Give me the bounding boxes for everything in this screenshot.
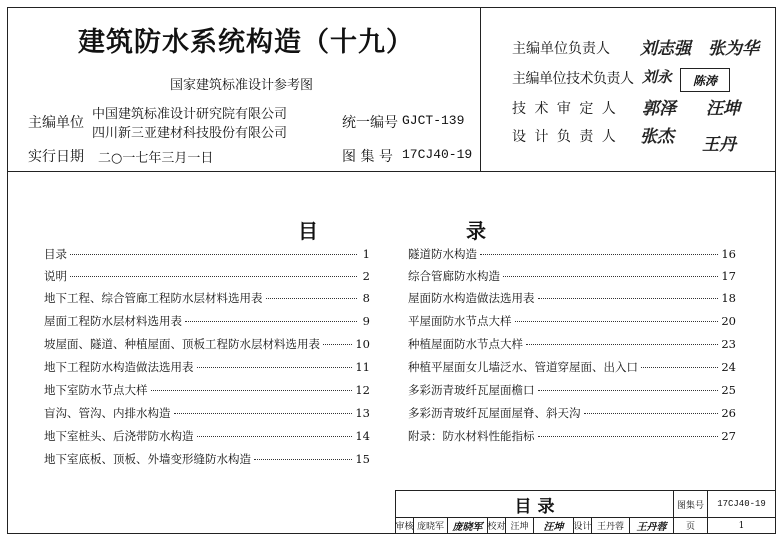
signoff-label-1: 主编单位负责人 [512, 41, 610, 57]
toc-item-page: 27 [721, 429, 736, 443]
org-name-1: 中国建筑标准设计研究院有限公司 [92, 107, 288, 122]
toc-item-title: 多彩沥青玻纤瓦屋面檐口 [408, 383, 535, 397]
toc-item[interactable] [408, 405, 736, 421]
review-label: 审核 [396, 518, 414, 533]
toc-item-title: 多彩沥青玻纤瓦屋面屋脊、斜天沟 [408, 406, 581, 420]
toc-leader [197, 436, 353, 437]
toc-item-title: 地下室桩头、后浇带防水构造 [44, 429, 194, 443]
signoff-label-3: 技 术 审 定 人 [512, 101, 618, 117]
design-name: 王丹蓉 [592, 518, 630, 533]
toc-item[interactable] [44, 428, 370, 444]
toc-heading-left: 目 [298, 219, 318, 243]
signature-4a: 张杰 [640, 127, 674, 147]
toc-leader [526, 344, 718, 345]
toc-item-title: 盲沟、管沟、内排水构造 [44, 406, 171, 420]
signature-4b: 王丹 [702, 135, 736, 155]
toc-item-page: 11 [355, 360, 370, 374]
toc-item-title: 目录 [44, 247, 67, 261]
date-label: 实行日期 [28, 149, 84, 165]
toc-item-page: 12 [355, 383, 370, 397]
toc-leader [538, 390, 719, 391]
toc-item-page: 14 [355, 429, 370, 443]
toc-item-page: 23 [721, 337, 736, 351]
toc-item[interactable] [408, 336, 736, 352]
title-block [395, 490, 776, 534]
toc-item-title: 附录：防水材料性能指标 [408, 429, 535, 443]
toc-leader [538, 298, 719, 299]
toc-leader [70, 254, 357, 255]
org-name-2: 四川新三亚建材科技股份有限公司 [92, 126, 288, 141]
document-title: 建筑防水系统构造（十九） [78, 27, 414, 58]
toc-item-title: 说明 [44, 269, 67, 283]
header-divider [7, 171, 776, 172]
toc-item-page: 24 [721, 360, 736, 374]
toc-leader [266, 298, 358, 299]
toc-item[interactable] [408, 246, 736, 262]
toc-item[interactable] [44, 246, 370, 262]
toc-item[interactable] [408, 290, 736, 306]
toc-item-page: 10 [355, 337, 370, 351]
toc-item[interactable] [44, 451, 370, 467]
toc-item-title: 种植平屋面女儿墙泛水、管道穿屋面、出入口 [408, 360, 638, 374]
toc-item-title: 隧道防水构造 [408, 247, 477, 261]
serial-label: 统一编号 [342, 115, 398, 131]
atlas-label: 图 集 号 [342, 149, 393, 165]
toc-item-page: 26 [721, 406, 736, 420]
toc-leader [197, 367, 353, 368]
signature-1b: 张为华 [708, 39, 759, 59]
toc-item-page: 2 [362, 269, 370, 283]
toc-item[interactable] [408, 359, 736, 375]
seal-stamp: 陈涛 [680, 68, 730, 92]
toc-leader [174, 413, 353, 414]
toc-leader [584, 413, 719, 414]
check-signature: 汪坤 [534, 518, 574, 533]
signoff-label-2: 主编单位技术负责人 [512, 71, 634, 87]
toc-item-page: 8 [362, 291, 370, 305]
toc-leader [323, 344, 352, 345]
titleblock-atlas-value: 17CJ40-19 [708, 491, 775, 518]
signature-1a: 刘志强 [640, 39, 691, 59]
toc-leader [70, 276, 357, 277]
toc-item[interactable] [408, 428, 736, 444]
header-vertical-divider [480, 7, 481, 171]
design-signature: 王丹蓉 [630, 518, 674, 533]
toc-item-title: 屋面工程防水层材料选用表 [44, 314, 182, 328]
check-label: 校对 [488, 518, 506, 533]
toc-leader [515, 321, 719, 322]
toc-item[interactable] [44, 290, 370, 306]
signature-3b: 汪坤 [706, 99, 740, 119]
document-subtitle: 国家建筑标准设计参考图 [170, 78, 314, 93]
toc-item-title: 地下室防水节点大样 [44, 383, 148, 397]
toc-item-page: 13 [355, 406, 370, 420]
toc-item[interactable] [408, 382, 736, 398]
atlas-value: 17CJ40-19 [402, 147, 473, 162]
toc-item-page: 18 [721, 291, 736, 305]
toc-item-title: 种植屋面防水节点大样 [408, 337, 523, 351]
date-value: 二○一七年三月一日 [98, 151, 214, 166]
toc-leader [503, 276, 718, 277]
toc-item[interactable] [44, 382, 370, 398]
toc-leader [538, 436, 719, 437]
titleblock-atlas-label: 图集号 [674, 491, 708, 518]
toc-item-page: 20 [721, 314, 736, 328]
signature-2a: 刘永 [642, 68, 673, 86]
toc-item[interactable] [44, 359, 370, 375]
toc-item-page: 17 [721, 269, 736, 283]
serial-value: GJCT-139 [402, 113, 465, 128]
toc-item[interactable] [44, 405, 370, 421]
toc-item[interactable] [44, 268, 370, 284]
review-name: 庞晓军 [414, 518, 448, 533]
design-label: 设计 [574, 518, 592, 533]
signoff-label-4: 设 计 负 责 人 [512, 129, 618, 145]
toc-item-title: 地下工程、综合管廊工程防水层材料选用表 [44, 291, 263, 305]
toc-item[interactable] [44, 313, 370, 329]
toc-leader [480, 254, 718, 255]
toc-item-page: 15 [355, 452, 370, 466]
check-name: 汪坤 [506, 518, 534, 533]
signature-3a: 郭泽 [642, 99, 676, 119]
toc-item-page: 1 [362, 247, 370, 261]
review-signature: 庞晓军 [448, 518, 488, 533]
toc-heading-right: 录 [466, 219, 486, 243]
toc-item-page: 25 [721, 383, 736, 397]
toc-item-title: 地下室底板、顶板、外墙变形缝防水构造 [44, 452, 251, 466]
toc-item[interactable] [408, 268, 736, 284]
toc-item-title: 屋面防水构造做法选用表 [408, 291, 535, 305]
toc-leader [641, 367, 718, 368]
toc-item[interactable] [408, 313, 736, 329]
page-value: 1 [738, 520, 745, 531]
toc-item-title: 平屋面防水节点大样 [408, 314, 512, 328]
toc-item-title: 坡屋面、隧道、种植屋面、顶板工程防水层材料选用表 [44, 337, 320, 351]
toc-item-title: 综合管廊防水构造 [408, 269, 500, 283]
titleblock-name: 目 录 [396, 491, 674, 518]
toc-item-title: 地下工程防水构造做法选用表 [44, 360, 194, 374]
page-label: 页 [674, 518, 708, 533]
toc-item[interactable] [44, 336, 370, 352]
toc-item-page: 9 [362, 314, 370, 328]
toc-leader [151, 390, 353, 391]
org-label: 主编单位 [28, 115, 84, 131]
toc-leader [254, 459, 352, 460]
toc-item-page: 16 [721, 247, 736, 261]
toc-leader [185, 321, 357, 322]
